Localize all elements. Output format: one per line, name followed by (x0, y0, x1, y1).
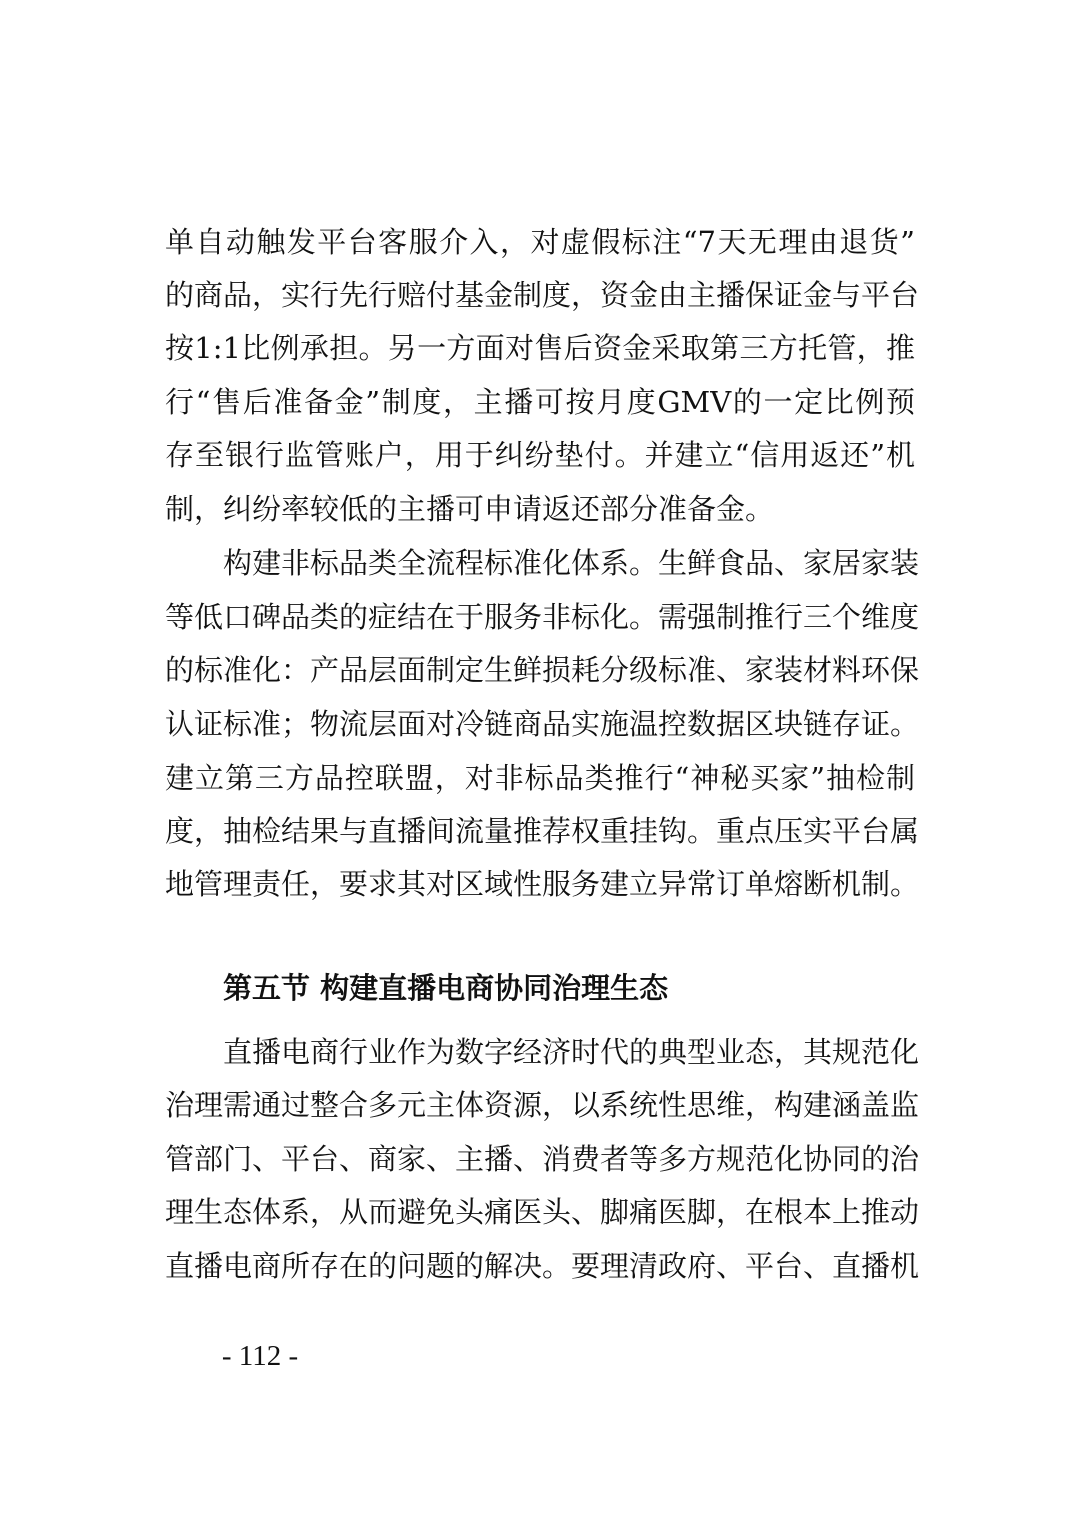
paragraph-line: 存至银行监管账户，用于纠纷垫付。并建立“信用返还”机 (165, 438, 915, 472)
page-number: - 112 - (221, 1340, 299, 1372)
paragraph-line: 行“售后准备金”制度，主播可按月度GMV的一定比例预 (165, 385, 915, 419)
paragraph-line: 直播电商行业作为数字经济时代的典型业态，其规范化 (223, 1035, 920, 1069)
paragraph-line: 理生态体系，从而避免头痛医头、脚痛医脚，在根本上推动 (165, 1195, 920, 1229)
paragraph-line: 度，抽检结果与直播间流量推荐权重挂钩。重点压实平台属 (165, 814, 920, 848)
paragraph-line: 管部门、平台、商家、主播、消费者等多方规范化协同的治 (165, 1142, 920, 1176)
paragraph-line: 建立第三方品控联盟，对非标品类推行“神秘买家”抽检制 (165, 761, 915, 795)
paragraph-line: 地管理责任，要求其对区域性服务建立异常订单熔断机制。 (165, 867, 920, 901)
section-heading: 第五节 构建直播电商协同治理生态 (223, 971, 669, 1005)
paragraph-line: 按1:1比例承担。另一方面对售后资金采取第三方托管，推 (165, 331, 915, 365)
paragraph-line: 治理需通过整合多元主体资源，以系统性思维，构建涵盖监 (165, 1088, 920, 1122)
paragraph-line: 制，纠纷率较低的主播可申请返还部分准备金。 (165, 492, 775, 526)
paragraph-line: 等低口碑品类的症结在于服务非标化。需强制推行三个维度 (165, 600, 920, 634)
paragraph-line: 构建非标品类全流程标准化体系。生鲜食品、家居家装 (223, 546, 920, 580)
paragraph-line: 的商品，实行先行赔付基金制度，资金由主播保证金与平台 (165, 278, 920, 312)
paragraph-line: 直播电商所存在的问题的解决。要理清政府、平台、直播机 (165, 1249, 920, 1283)
paragraph-line: 认证标准；物流层面对冷链商品实施温控数据区块链存证。 (165, 707, 920, 741)
paragraph-line: 的标准化：产品层面制定生鲜损耗分级标准、家装材料环保 (165, 653, 920, 687)
paragraph-line: 单自动触发平台客服介入，对虚假标注“7天无理由退货” (165, 225, 915, 259)
